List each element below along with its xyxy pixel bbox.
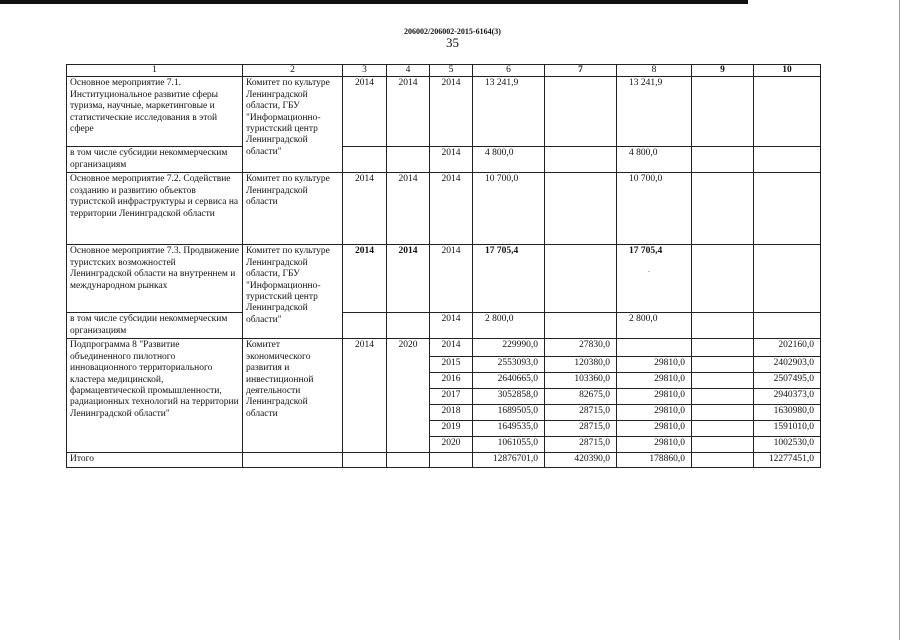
cell: 2402903,0 bbox=[754, 357, 821, 373]
cell: 2553093,0 bbox=[473, 357, 545, 373]
cell bbox=[545, 313, 617, 339]
cell: 29810,0 bbox=[617, 437, 692, 453]
executor: Комитет экономического развития и инвестиционной деятельности Ленинградской области bbox=[243, 339, 343, 453]
cell bbox=[387, 453, 430, 468]
cell: 2016 bbox=[430, 373, 473, 389]
cell: 3052858,0 bbox=[473, 389, 545, 405]
table-row bbox=[67, 245, 821, 313]
cell: 1061055,0 bbox=[473, 437, 545, 453]
cell: 2019 bbox=[430, 421, 473, 437]
cell: 2020 bbox=[387, 339, 430, 453]
cell bbox=[545, 147, 617, 173]
cell bbox=[617, 245, 692, 313]
cell: 2017 bbox=[430, 389, 473, 405]
cell bbox=[754, 313, 821, 339]
cell bbox=[754, 77, 821, 147]
cell bbox=[692, 373, 754, 389]
table-row bbox=[67, 147, 821, 173]
cell: 103360,0 bbox=[545, 373, 617, 389]
cell: 12277451,0 bbox=[754, 453, 821, 468]
cell bbox=[692, 357, 754, 373]
cell bbox=[545, 173, 617, 245]
cell bbox=[692, 339, 754, 357]
cell: 2014 bbox=[343, 77, 387, 147]
cell bbox=[617, 339, 692, 357]
page-edge bbox=[899, 0, 900, 640]
cell: 2018 bbox=[430, 405, 473, 421]
cell bbox=[692, 421, 754, 437]
cell: 2940373,0 bbox=[754, 389, 821, 405]
cell bbox=[754, 147, 821, 173]
cell bbox=[692, 405, 754, 421]
cell bbox=[692, 313, 754, 339]
cell: 2 800,0 bbox=[473, 313, 545, 339]
activity-name: Основное мероприятие 7.2. Содействие созданию и развитию объектов туристской инфраструктуры и сервиса на территории Ленинградской области bbox=[67, 173, 243, 245]
cell: 2014 bbox=[430, 339, 473, 357]
cell: 2014 bbox=[343, 245, 387, 313]
cell bbox=[692, 147, 754, 173]
column-header: 10 bbox=[754, 65, 821, 77]
cell: 17 705,4 bbox=[473, 245, 545, 313]
cell: 1591010,0 bbox=[754, 421, 821, 437]
cell: 2014 bbox=[343, 173, 387, 245]
cell: 2640665,0 bbox=[473, 373, 545, 389]
column-header: 4 bbox=[387, 65, 430, 77]
cell: 2014 bbox=[387, 77, 430, 147]
executor: Комитет по культуре Ленинградской области, ГБУ "Информационно-туристский центр Ленинградской области" bbox=[243, 77, 343, 173]
cell: 2014 bbox=[387, 245, 430, 313]
cell bbox=[754, 245, 821, 313]
cell: 10 700,0 bbox=[473, 173, 545, 245]
cell bbox=[430, 453, 473, 468]
cell bbox=[243, 453, 343, 468]
column-header: 2 bbox=[243, 65, 343, 77]
column-header: 8 bbox=[617, 65, 692, 77]
cell bbox=[343, 147, 387, 173]
cell: 1002530,0 bbox=[754, 437, 821, 453]
cell bbox=[692, 453, 754, 468]
column-header: 6 bbox=[473, 65, 545, 77]
cell: 13 241,9 bbox=[473, 77, 545, 147]
cell: 1649535,0 bbox=[473, 421, 545, 437]
cell bbox=[387, 313, 430, 339]
cell: 420390,0 bbox=[545, 453, 617, 468]
column-header: 7 bbox=[545, 65, 617, 77]
cell bbox=[692, 77, 754, 147]
cell bbox=[343, 453, 387, 468]
cell bbox=[387, 147, 430, 173]
cell: 2015 bbox=[430, 357, 473, 373]
column-header: 9 bbox=[692, 65, 754, 77]
cell: 2014 bbox=[430, 77, 473, 147]
activity-name: в том числе субсидии некоммерческим организациям bbox=[67, 147, 243, 173]
column-header: 3 bbox=[343, 65, 387, 77]
cell-value: 17 705,4 bbox=[629, 246, 663, 257]
document-id: 206002/206002-2015-6164(3) bbox=[404, 27, 501, 36]
table-row bbox=[67, 77, 821, 147]
total-label: Итого bbox=[67, 453, 243, 468]
cell: 13 241,9 bbox=[617, 77, 692, 147]
cell: 28715,0 bbox=[545, 405, 617, 421]
cell bbox=[545, 245, 617, 313]
cell: 29810,0 bbox=[617, 389, 692, 405]
cell: 229990,0 bbox=[473, 339, 545, 357]
cell bbox=[343, 313, 387, 339]
cell: 2014 bbox=[343, 339, 387, 453]
cell: 4 800,0 bbox=[617, 147, 692, 173]
cell: 1689505,0 bbox=[473, 405, 545, 421]
cell: 4 800,0 bbox=[473, 147, 545, 173]
column-header: 5 bbox=[430, 65, 473, 77]
column-header: 1 bbox=[67, 65, 243, 77]
cell: 2014 bbox=[430, 173, 473, 245]
cell: 29810,0 bbox=[617, 405, 692, 421]
cell: 29810,0 bbox=[617, 421, 692, 437]
cell: 82675,0 bbox=[545, 389, 617, 405]
table-row bbox=[67, 313, 821, 339]
cell: 2014 bbox=[387, 173, 430, 245]
cell: 120380,0 bbox=[545, 357, 617, 373]
table-row bbox=[67, 339, 821, 357]
cell: 10 700,0 bbox=[617, 173, 692, 245]
cell: 2 800,0 bbox=[617, 313, 692, 339]
executor: Комитет по культуре Ленинградской области bbox=[243, 173, 343, 245]
cell: 178860,0 bbox=[617, 453, 692, 468]
scan-dot: . bbox=[648, 264, 650, 274]
activity-name: Основное мероприятие 7.1. Институциональное развитие сферы туризма, научные, маркетинговые и статистические исследования в этой сфере bbox=[67, 77, 243, 147]
cell bbox=[692, 173, 754, 245]
table-row bbox=[67, 173, 821, 245]
cell: 29810,0 bbox=[617, 373, 692, 389]
cell: 28715,0 bbox=[545, 421, 617, 437]
cell bbox=[545, 77, 617, 147]
cell: 12876701,0 bbox=[473, 453, 545, 468]
subprogram-name: Подпрограмма 8 "Развитие объединенного пилотного инновационного территориального кластера медицинской, фармацевтической промышленности, радиационных технологий на территории Ленинградской области" bbox=[67, 339, 243, 453]
cell: 202160,0 bbox=[754, 339, 821, 357]
activity-name: Основное мероприятие 7.3. Продвижение туристских возможностей Ленинградской области на внутреннем и международном рынках bbox=[67, 245, 243, 313]
cell bbox=[692, 245, 754, 313]
activity-name: в том числе субсидии некоммерческим организациям bbox=[67, 313, 243, 339]
cell bbox=[692, 389, 754, 405]
cell: 27830,0 bbox=[545, 339, 617, 357]
cell: 2507495,0 bbox=[754, 373, 821, 389]
cell: 2014 bbox=[430, 147, 473, 173]
cell: 2014 bbox=[430, 245, 473, 313]
executor: Комитет по культуре Ленинградской области, ГБУ "Информационно-туристский центр Ленинградской области" bbox=[243, 245, 343, 339]
cell bbox=[754, 173, 821, 245]
cell: 2020 bbox=[430, 437, 473, 453]
total-row bbox=[67, 453, 821, 468]
top-scan-bar bbox=[0, 0, 748, 4]
cell: 28715,0 bbox=[545, 437, 617, 453]
cell: 2014 bbox=[430, 313, 473, 339]
cell: 1630980,0 bbox=[754, 405, 821, 421]
cell bbox=[692, 437, 754, 453]
cell: 29810,0 bbox=[617, 357, 692, 373]
budget-table bbox=[66, 64, 821, 468]
page-number: 35 bbox=[446, 35, 459, 50]
header-row bbox=[67, 65, 821, 77]
